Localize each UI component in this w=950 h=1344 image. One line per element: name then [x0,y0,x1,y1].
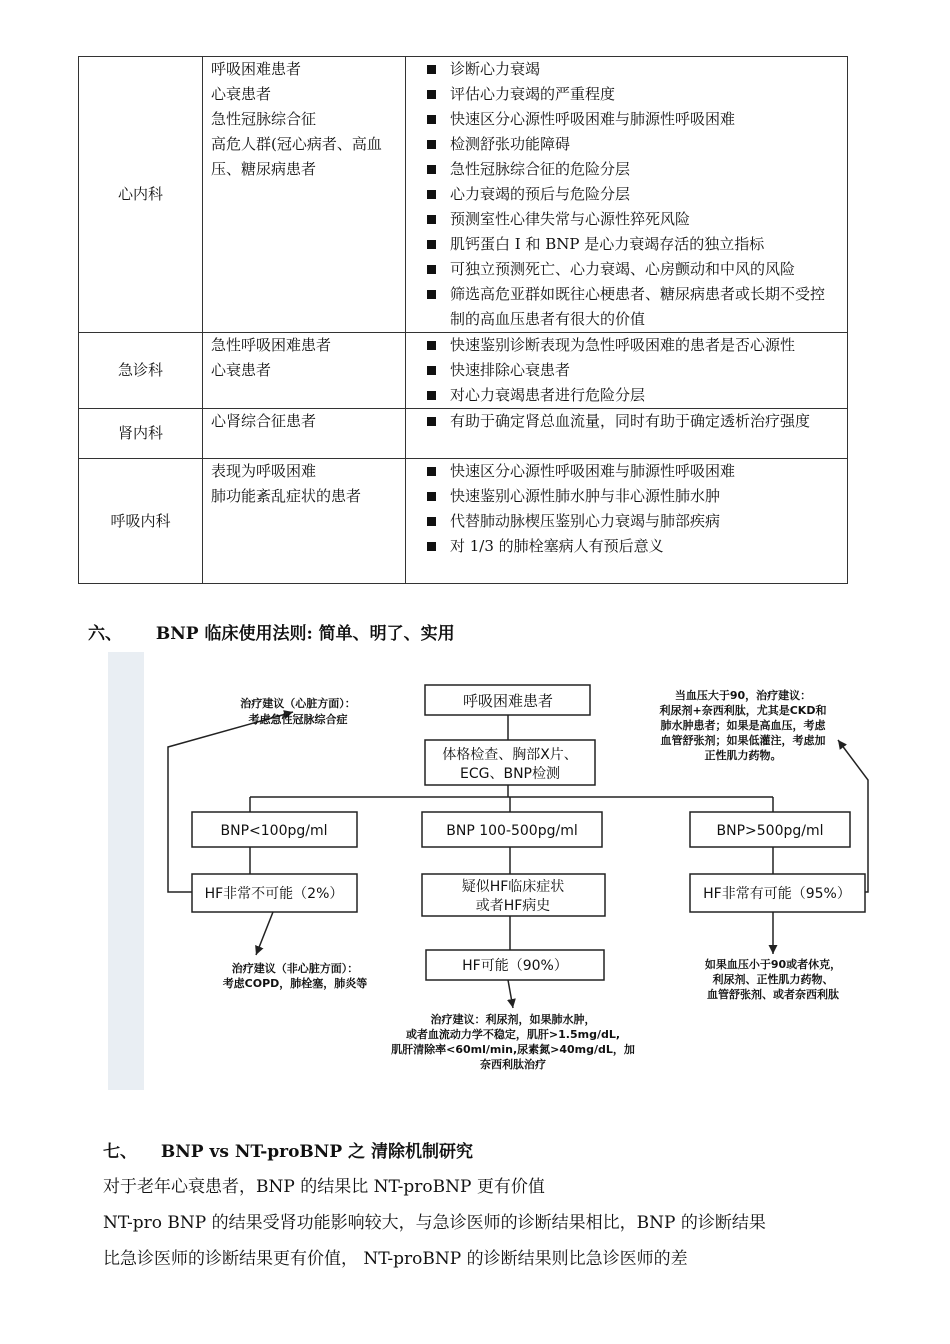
list-item: 快速排除心衰患者 [416,358,839,383]
list-item: 快速区分心源性呼吸困难与肺源性呼吸困难 [416,107,839,132]
note-high-bp-5: 正性肌力药物。 [704,749,782,762]
note-cardiac-1: 治疗建议（心脏方面）： [240,697,356,710]
table-row [79,57,848,333]
flow-arrow-to-high-bp-note [838,740,868,892]
department-cell: 呼吸内科 [79,459,203,584]
flow-low-text: BNP<100pg/ml [220,823,328,839]
paragraph-1: 对于老年心衰患者，BNP 的结果比 NT-proBNP 更有价值 [103,1177,545,1197]
clinical-use-cell [406,57,848,333]
table-row [79,459,848,584]
list-item: 快速鉴别心源性肺水肿与非心源性肺水肿 [416,484,839,509]
list-item: 诊断心力衰竭 [416,57,839,82]
clinical-use-list [416,333,839,408]
list-item: 预测室性心律失常与心源性猝死风险 [416,207,839,232]
patient-group-cell [203,57,406,333]
department-cell: 急诊科 [79,333,203,409]
patient-group: 急性呼吸困难患者 [211,336,332,354]
list-item: 急性冠脉综合征的危险分层 [416,157,839,182]
flow-start-text: 呼吸困难患者 [462,692,554,710]
flow-mid-result-text-1: 疑似HF临床症状 [461,879,565,895]
list-item: 对心力衰竭患者进行危险分层 [416,383,839,408]
list-item: 可独立预测死亡、心力衰竭、心房颤动和中风的风险 [416,257,839,282]
note-low-bp-2: 利尿剂、正性肌力药物、 [712,973,834,986]
list-item: 有助于确定肾总血流量，同时有助于确定透析治疗强度 [416,409,839,434]
section-6-title: BNP 临床使用法则: 简单、明了、实用 [155,624,455,644]
patient-group: 心肾综合征患者 [211,412,317,430]
patient-group: 心衰患者 [211,361,272,379]
flow-exam-text-1: 体格检查、胸部X片、 [442,747,578,763]
note-high-bp-4: 血管舒张剂；如果低灌注，考虑加 [660,734,826,747]
patient-group-cell [203,333,406,409]
flow-arrow-to-cardiac-note [168,712,293,892]
flow-low-result-text: HF非常不可能（2%） [204,886,344,902]
note-high-bp-3: 肺水肿患者；如果是高血压，考虑 [660,719,826,732]
note-mid-3: 肌肝清除率<60ml/min,尿素氮>40mg/dL，加 [391,1043,635,1056]
note-mid-2: 或者血流动力学不稳定，肌肝>1.5mg/dL, [405,1028,621,1041]
flow-exam-text-2: ECG、BNP检测 [460,766,560,782]
flow-mid-text: BNP 100-500pg/ml [446,823,578,839]
department-cell: 肾内科 [79,409,203,459]
patient-group: 高危人群(冠心病者、高血压、糖尿病患者 [211,135,382,178]
list-item: 代替肺动脉楔压鉴别心力衰竭与肺部疾病 [416,509,839,534]
note-high-bp-2: 利尿剂+奈西利肽，尤其是CKD和 [659,704,827,717]
table-row [79,333,848,409]
section-7-number: 七、 [103,1142,137,1162]
clinical-use-cell [406,459,848,584]
clinical-use-list [416,409,839,434]
paragraph-3: 比急诊医师的诊断结果更有价值， NT-proBNP 的诊断结果则比急诊医师的差 [103,1249,688,1269]
list-item: 肌钙蛋白 I 和 BNP 是心力衰竭存活的独立指标 [416,232,839,257]
clinical-use-cell [406,333,848,409]
note-noncardiac-1: 治疗建议（非心脏方面）： [231,962,359,975]
patient-group: 肺功能紊乱症状的患者 [211,487,362,505]
clinical-use-cell [406,409,848,459]
note-low-bp-1: 如果血压小于90或者休克， [704,958,842,971]
list-item: 筛选高危亚群如既往心梗患者、糖尿病患者或长期不受控制的高血压患者有很大的价值 [416,282,839,332]
department-cell: 心内科 [79,57,203,333]
note-low-bp-3: 血管舒张剂、或者奈西利肽 [707,988,839,1001]
section-7-heading [103,1137,473,1162]
flow-high-text: BNP>500pg/ml [716,823,824,839]
note-mid-1: 治疗建议：利尿剂，如果肺水肿， [430,1013,596,1026]
list-item: 检测舒张功能障碍 [416,132,839,157]
note-high-bp-1: 当血压大于90，治疗建议： [674,689,812,702]
section-6-heading [88,619,455,644]
section-6-number: 六、 [88,624,122,644]
patient-group: 心衰患者 [211,85,272,103]
list-item: 心力衰竭的预后与危险分层 [416,182,839,207]
list-item: 快速鉴别诊断表现为急性呼吸困难的患者是否心源性 [416,333,839,358]
bnp-application-table [78,56,848,584]
flow-mid-prob-text: HF可能（90%） [462,958,568,974]
section-7-title: BNP vs NT-proBNP 之 清除机制研究 [160,1142,473,1162]
patient-group: 表现为呼吸困难 [211,462,317,480]
patient-group-cell [203,409,406,459]
list-item: 对 1/3 的肺栓塞病人有预后意义 [416,534,839,559]
paragraph-2: NT-pro BNP 的结果受肾功能影响较大，与急诊医师的诊断结果相比，BNP 的诊断结果 [103,1213,766,1233]
note-cardiac-2: 考虑急性冠脉综合症 [248,713,348,726]
patient-group: 急性冠脉综合征 [211,110,317,128]
list-item: 评估心力衰竭的严重程度 [416,82,839,107]
flow-high-result-text: HF非常有可能（95%） [703,886,851,902]
patient-group: 呼吸困难患者 [211,60,302,78]
clinical-use-list [416,57,839,332]
flow-mid-result-text-2: 或者HF病史 [475,898,551,914]
list-item: 快速区分心源性呼吸困难与肺源性呼吸困难 [416,459,839,484]
flow-arrow-to-mid-note [508,980,513,1008]
note-mid-4: 奈西利肽治疗 [480,1058,546,1071]
clinical-use-list [416,459,839,559]
patient-group-cell [203,459,406,584]
table-row [79,409,848,459]
bnp-flowchart [108,652,878,1092]
note-noncardiac-2: 考虑COPD，肺栓塞，肺炎等 [222,977,368,990]
flow-arrow-to-noncardiac-note [256,912,273,955]
